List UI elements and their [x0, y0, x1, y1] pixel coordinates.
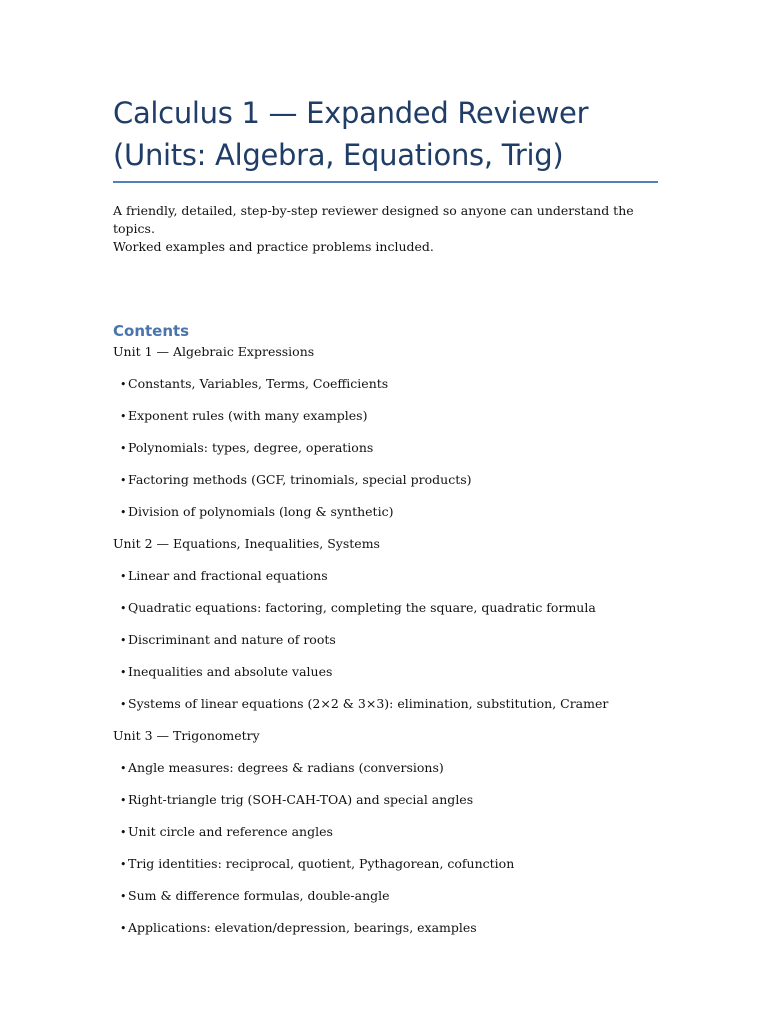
- toc-unit: [113, 343, 658, 375]
- bullet-icon: •: [120, 634, 127, 647]
- toc-item-text: Division of polynomials (long & synthetic): [128, 504, 394, 519]
- toc-item-text: Right-triangle trig (SOH-CAH-TOA) and special angles: [128, 792, 474, 807]
- toc-item-text: Trig identities: reciprocal, quotient, Pythagorean, cofunction: [128, 856, 515, 871]
- intro-line-2: Worked examples and practice problems included.: [113, 239, 434, 254]
- title-line-1: Calculus 1 — Expanded Reviewer: [113, 96, 589, 130]
- toc-item-text: Inequalities and absolute values: [128, 664, 333, 679]
- toc-item-text: Sum & difference formulas, double-angle: [128, 888, 390, 903]
- toc-bullet-item: [113, 439, 658, 471]
- toc-item-text: Unit circle and reference angles: [128, 824, 333, 839]
- document-title: [113, 92, 658, 183]
- toc-bullet-item: [113, 567, 658, 599]
- toc-bullet-item: [113, 631, 658, 663]
- toc-item-text: Polynomials: types, degree, operations: [128, 440, 374, 455]
- bullet-icon: •: [120, 474, 127, 487]
- toc-item-text: Applications: elevation/depression, bearings, examples: [128, 920, 477, 935]
- toc-bullet-item: [113, 599, 658, 631]
- bullet-icon: •: [120, 506, 127, 519]
- toc-bullet-item: [113, 503, 658, 535]
- toc-bullet-item: [113, 919, 658, 951]
- bullet-icon: •: [120, 922, 127, 935]
- bullet-icon: •: [120, 570, 127, 583]
- bullet-icon: •: [120, 762, 127, 775]
- toc-bullet-item: [113, 375, 658, 407]
- bullet-icon: •: [120, 890, 127, 903]
- toc-unit: [113, 535, 658, 567]
- table-of-contents: [113, 343, 658, 951]
- bullet-icon: •: [120, 442, 127, 455]
- toc-bullet-item: [113, 887, 658, 919]
- toc-bullet-item: [113, 407, 658, 439]
- toc-item-text: Quadratic equations: factoring, completing the square, quadratic formula: [128, 600, 596, 615]
- toc-bullet-item: [113, 823, 658, 855]
- toc-bullet-item: [113, 695, 658, 727]
- bullet-icon: •: [120, 410, 127, 423]
- bullet-icon: •: [120, 794, 127, 807]
- toc-bullet-item: [113, 791, 658, 823]
- toc-item-text: Unit 1 — Algebraic Expressions: [113, 344, 315, 359]
- toc-item-text: Factoring methods (GCF, trinomials, special products): [128, 472, 472, 487]
- bullet-icon: •: [120, 698, 127, 711]
- toc-item-text: Constants, Variables, Terms, Coefficients: [128, 376, 389, 391]
- toc-item-text: Angle measures: degrees & radians (conversions): [128, 760, 444, 775]
- toc-item-text: Systems of linear equations (2×2 & 3×3): elimination, substitution, Cramer: [128, 696, 609, 711]
- toc-bullet-item: [113, 759, 658, 791]
- toc-bullet-item: [113, 471, 658, 503]
- bullet-icon: •: [120, 602, 127, 615]
- toc-item-text: Unit 2 — Equations, Inequalities, Systems: [113, 536, 380, 551]
- toc-item-text: Discriminant and nature of roots: [128, 632, 336, 647]
- bullet-icon: •: [120, 666, 127, 679]
- toc-item-text: Unit 3 — Trigonometry: [113, 728, 260, 743]
- toc-bullet-item: [113, 663, 658, 695]
- bullet-icon: •: [120, 826, 127, 839]
- toc-item-text: Linear and fractional equations: [128, 568, 328, 583]
- toc-item-text: Exponent rules (with many examples): [128, 408, 368, 423]
- bullet-icon: •: [120, 378, 127, 391]
- bullet-icon: •: [120, 858, 127, 871]
- contents-heading: Contents: [113, 322, 190, 340]
- intro-paragraph: [113, 202, 658, 256]
- toc-unit: [113, 727, 658, 759]
- toc-bullet-item: [113, 855, 658, 887]
- intro-line-1: A friendly, detailed, step-by-step reviewer designed so anyone can understand the topics.: [113, 203, 634, 236]
- document-page: [113, 92, 658, 951]
- title-line-2: (Units: Algebra, Equations, Trig): [113, 138, 564, 172]
